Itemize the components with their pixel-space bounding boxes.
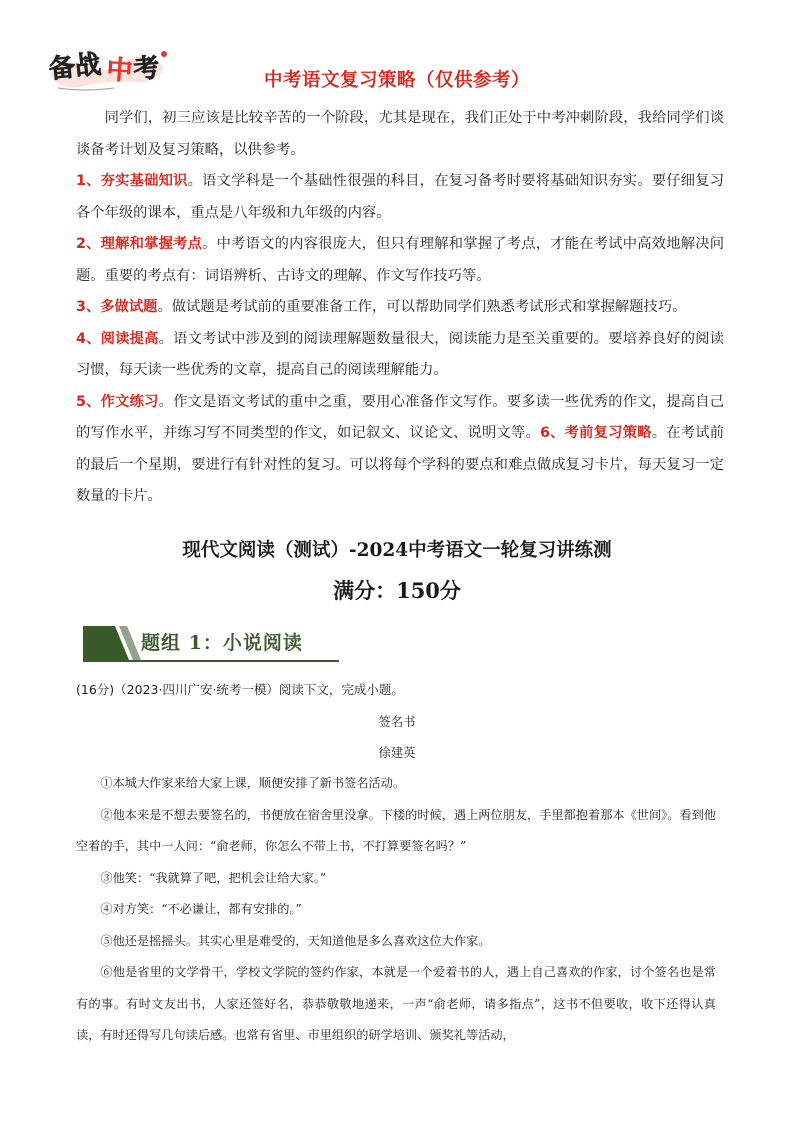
tip-item-5-6 bbox=[76, 387, 724, 513]
total-score: 满分：150分 bbox=[333, 578, 461, 603]
story-paragraph: ③他笑：“我就算了吧，把机会让给大家。” bbox=[100, 870, 327, 885]
tip-text: 。语文考试中涉及到的阅读理解题数量很大，阅读能力是至关重要的。要培养良好的阅读习惯，每天读一些优秀的文章，提高自己的阅读理解能力。 bbox=[76, 330, 725, 378]
tip-label: 4、阅读提高 bbox=[76, 330, 159, 347]
strategy-tips bbox=[76, 103, 724, 513]
tip-text: 。语文学科是一个基础性很强的科目，在复习备考时要将基础知识夯实。要仔细复习各个年级的课本，重点是八年级和九年级的内容。 bbox=[76, 173, 725, 221]
tip-item-1 bbox=[76, 166, 724, 229]
tip-item-3 bbox=[76, 292, 724, 324]
strategy-intro: 同学们，初三应该是比较辛苦的一个阶段，尤其是现在，我们正处于中考冲刺阶段，我给同学们谈谈备考计划及复习策略，以供参考。 bbox=[76, 110, 724, 158]
tip-label: 1、夯实基础知识 bbox=[76, 173, 188, 189]
story-paragraph: ④对方笑：“不必谦让，都有安排的。” bbox=[100, 902, 302, 916]
strategy-title: 中考语文复习策略（仅供参考） bbox=[263, 70, 530, 91]
story-paragraph: ①本城大作家来给大家上课，顺便安排了新书签名活动。 bbox=[100, 776, 406, 790]
group-title: 题组 1：小说阅读 bbox=[141, 632, 303, 654]
svg-text:中: 中 bbox=[105, 55, 134, 87]
tip-label: 3、多做试题 bbox=[76, 299, 158, 315]
story-paragraph: ②他本来是不想去要签名的，书便放在宿舍里没拿。下楼的时候，遇上两位朋友，手里都抱着那本《世间》。看到他空着的手，其中一人问：“俞老师，你怎么不带上书，不打算要签名吗？” bbox=[76, 807, 716, 853]
group-banner bbox=[83, 624, 339, 662]
story-title: 签名书 bbox=[378, 715, 416, 729]
tip-text: 。中考语文的内容很庞大，但只有理解和掌握了考点，才能在考试中高效地解决问题。重要的考点有：词语辨析、古诗文的理解、作文写作技巧等。 bbox=[76, 236, 725, 284]
tip-item-2 bbox=[76, 229, 724, 292]
story-paragraph: ⑤他还是摇摇头。其实心里是难受的，天知道他是多么喜欢这位大作家。 bbox=[100, 933, 491, 948]
tip-item-4 bbox=[76, 324, 724, 387]
tip-label: 6、考前复习策略 bbox=[540, 425, 652, 441]
story-paragraph: ⑥他是省里的文学骨干，学校文学院的签约作家，本就是一个爱着书的人，遇上自己喜欢的作家，讨个签名也是常有的事。有时文友出书，人家还签好名，恭恭敬敬地递来，一声“俞老师，请多指点”，这书不但要收，收下还得认真读，有时还得写几句读后感。也常有省里、市里组织的研学培训、颁奖礼等活动， bbox=[76, 965, 716, 1042]
question-intro: (16分)（2023·四川广安·统考一模）阅读下文，完成小题。 bbox=[76, 682, 404, 697]
tip-text: 。做试题是考试前的重要准备工作，可以帮助同学们熟悉考试形式和掌握解题技巧。 bbox=[157, 299, 687, 315]
tip-text: 。在考试前的最后一个星期，要进行有针对性的复习。可以将每个学科的要点和难点做成复习卡片，每天复习一定数量的卡片。 bbox=[76, 425, 725, 504]
story-body bbox=[76, 768, 716, 1052]
tip-label: 2、理解和掌握考点 bbox=[76, 236, 203, 252]
svg-text:备战: 备战 bbox=[47, 49, 103, 85]
tip-label: 5、作文练习 bbox=[76, 393, 159, 410]
svg-text:考: 考 bbox=[132, 53, 161, 85]
tip-text: 。作文是语文考试的重中之重，要用心准备作文写作。要多读一些优秀的作文，提高自己的写作水平，并练习写不同类型的作文，如记叙文、议论文、说明文等。 bbox=[76, 393, 725, 441]
story-author: 徐建英 bbox=[378, 746, 416, 760]
test-title: 现代文阅读（测试）-2024中考语文一轮复习讲练测 bbox=[182, 540, 612, 561]
